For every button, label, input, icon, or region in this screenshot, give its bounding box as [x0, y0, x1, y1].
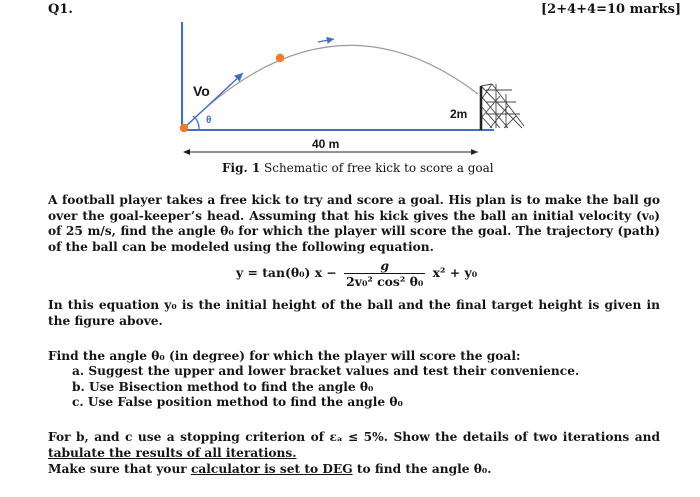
trajectory-equation — [236, 258, 477, 289]
arc-direction-arrow — [318, 39, 334, 42]
criterion-text: For b, and c use a stopping criterion of εₐ ≤ 5%. Show the details of two iterations and — [48, 430, 660, 444]
equation-rhs: x² + y₀ — [432, 265, 478, 280]
list-item: c. Use False position method to find the angle θ₀ — [72, 395, 403, 410]
theta-label: θ — [206, 115, 212, 126]
goal-net — [481, 84, 524, 128]
list-item: a. Suggest the upper and lower bracket values and test their convenience. — [72, 364, 580, 378]
marks-allocation: [2+4+4=10 marks] — [541, 2, 682, 17]
equation-denominator: 2v₀² cos² θ₀ — [346, 274, 424, 289]
ball-midair — [276, 54, 284, 62]
ball-start — [180, 124, 188, 132]
v0-label: Vo — [193, 83, 210, 99]
question-number: Q1. — [48, 2, 73, 17]
equation-explanation: In this equation y₀ is the initial height of the ball and the final target height is given in the figure above. — [48, 298, 660, 328]
caption-text: Schematic of free kick to score a goal — [264, 161, 494, 175]
calc-note-pre: Make sure that your — [48, 462, 187, 476]
calc-note-underlined: calculator is set to DEG — [190, 462, 353, 476]
calculator-note — [48, 462, 660, 478]
stopping-criterion — [48, 430, 660, 461]
task-statement: Find the angle θ₀ (in degree) for which the player will score the goal: — [48, 349, 521, 363]
velocity-vector — [184, 73, 243, 128]
problem-intro: A football player takes a free kick to try and score a goal. His plan is to make the ball go over the goal-keeper’s head. Assuming that his kick gives the ball an initial velocity (v₀) of 25 m/s, find the angle θ₀ for which the player will score the goal. The trajectory (path) of the ball can be modeled using the following equation. — [48, 193, 660, 254]
equation-fraction — [344, 258, 425, 289]
equation-lhs: y = tan(θ₀) x − — [236, 265, 337, 280]
figure-caption — [222, 161, 494, 175]
criterion-underlined: tabulate the results of all iterations. — [48, 445, 297, 460]
task-list — [72, 364, 579, 411]
distance-label: 40 m — [312, 137, 340, 151]
list-item: b. Use Bisection method to find the angle θ₀ — [72, 379, 374, 394]
height-label: 2m — [450, 107, 468, 121]
equation-numerator: g — [344, 258, 425, 274]
caption-prefix: Fig. 1 — [222, 161, 261, 175]
calc-note-post: to find the angle θ₀. — [356, 462, 492, 476]
